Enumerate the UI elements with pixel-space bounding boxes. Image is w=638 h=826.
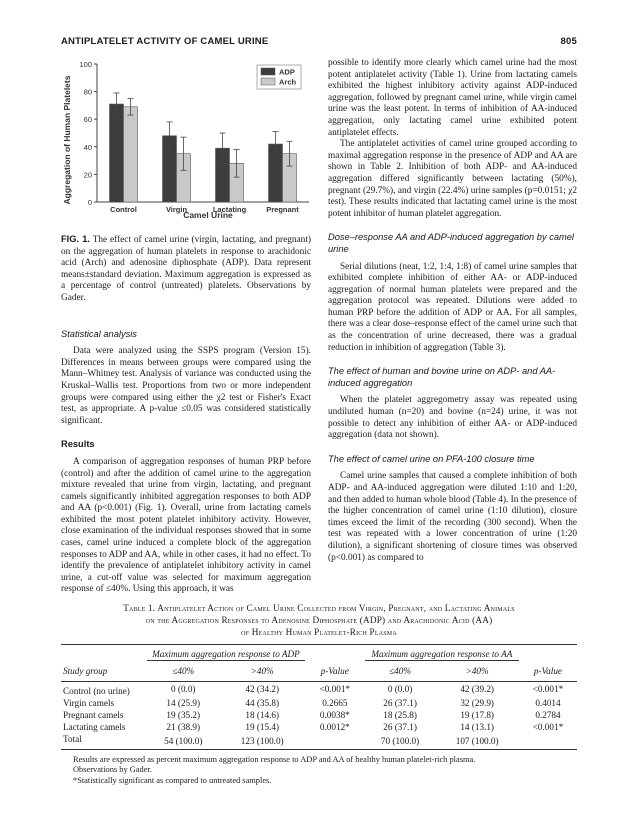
left-column: [61, 58, 311, 596]
col-adp-gt40: >40%: [250, 665, 274, 676]
y-axis-label: Aggregation of Human Platelets: [62, 75, 72, 205]
figure-1: [61, 58, 311, 222]
col-adp-p: p-Value: [320, 665, 349, 676]
table-note-1: Results are expressed as percent maximum aggregation response to ADP and AA of healthy human platelet-rich plasma.: [73, 754, 476, 764]
figure-caption: [61, 234, 311, 305]
x-axis-label: Camel Urine: [183, 210, 233, 220]
legend-swatch-arch: [261, 78, 275, 85]
bar-chart: [61, 58, 311, 222]
dose-response-text: Serial dilutions (neat, 1:2, 1:4, 1:8) of camel urine samples that exhibited complete inhibition of either AA- or ADP-induced aggregation of normal human platelets were prepared and the aggregation protocol was repeated. Dilutions were added to human PRP before the addition of ADP or AA. For all samples, there was a clear dose–response effect of the camel urine such that as the concentration of urine decreased, there was a gradual reduction in inhibition of aggregation (Table 3).: [328, 261, 577, 353]
right-column: [328, 58, 577, 564]
table-note-2: Observations by Gader.: [73, 765, 152, 775]
x-tick-label: Virgin: [165, 205, 188, 214]
y-tick-label: 40: [83, 142, 92, 152]
table-caption-line-2: on the Aggregation Responses to Adenosine Diphosphate (ADP) and Arachidonic Acid (AA): [145, 615, 493, 625]
table-row: Virgin camels 14 (25.9) 44 (35.8) 0.2665 26 (37.1) 32 (29.9) 0.4014: [63, 697, 561, 708]
table-row: Lactating camels 21 (38.9) 19 (15.4) 0.0012* 26 (37.1) 14 (13.1) <0.001*: [63, 721, 564, 732]
dose-response-heading: Dose–response AA and ADP-induced aggregation by camel urine: [328, 232, 574, 254]
human-bovine-text: When the platelet aggregometry assay was repeated using undiluted human (n=20) and bovine (n=24) urine, it was not possible to detect any inhibition of either AA- or ADP-induced aggregation (data not shown).: [328, 395, 577, 441]
chart-bars: [110, 93, 300, 214]
figure-label: FIG. 1.: [61, 234, 90, 244]
x-tick-label: Pregnant: [266, 205, 299, 214]
group-header-aa: Maximum aggregation response to AA: [365, 645, 519, 661]
col-aa-le40: ≤40%: [389, 665, 412, 676]
bar-adp-control: [110, 104, 124, 202]
table-1: [61, 602, 577, 787]
y-tick-label: 0: [87, 198, 92, 207]
legend-label-adp: ADP: [279, 67, 295, 77]
running-header: [61, 36, 577, 50]
running-title: ANTIPLATELET ACTIVITY OF CAMEL URINE: [61, 36, 269, 47]
stat-analysis-heading: Statistical analysis: [61, 328, 137, 339]
results-heading: Results: [61, 439, 95, 450]
chart-legend: [257, 65, 301, 89]
results-table: [61, 644, 577, 750]
table-row: Pregnant camels 19 (35.2) 18 (14.6) 0.0038* 18 (25.8) 19 (17.8) 0.2784: [63, 709, 561, 720]
y-tick-label: 80: [83, 87, 92, 97]
legend-label-arch: Arch: [279, 77, 297, 87]
page-number: 805: [560, 36, 577, 47]
results-text: A comparison of aggregation responses of human PRP before (control) and after the addition of camel urine to the aggregation mixture revealed that urine from virgin, lactating, and pregnant camels significantly inhibited aggregation responses to both ADP and AA (p<0.001) (Fig. 1). Overall, urine from lactating camels exhibited the most potent platelet inhibitory activity. However, close examination of the individual responses showed that in some cases, camel urine induced a complete block of the aggregation responses to ADP and AA, while in other cases, it had no effect. To identify the prevalence of antiplatelet inhibitory activity in camel urine, a cut-off value was selected for maximum aggregation response of ≤40%. Using this approach, it was: [61, 456, 311, 595]
table-note-3: *Statistically significant as compared to untreated samples.: [73, 776, 272, 786]
y-tick-label: 60: [83, 115, 92, 125]
table-notes: [61, 755, 577, 787]
y-tick-label: 20: [83, 170, 92, 180]
x-tick-label: Control: [110, 205, 137, 214]
bar-arch-control: [124, 107, 138, 202]
human-bovine-heading: The effect of human and bovine urine on ADP- and AA-induced aggregation: [328, 366, 556, 388]
col-aa-gt40: >40%: [465, 665, 489, 676]
figure-caption-text: The effect of camel urine (virgin, lactating, and pregnant) on the aggregation of human platelets in response to arachidonic acid (Arch) and adenosine diphosphate (ADP). Data represent means±standard deviation. Maximum aggregation is expressed as a percentage of control (untreated) platelets. Observations by Gader.: [61, 235, 311, 303]
pfa-text: Camel urine samples that caused a complete inhibition of both ADP- and AA-induced aggregation were diluted 1:10 and 1:20, and then added to human whole blood (Table 4). In the presence of the higher concentration of camel urine (1:10 dilution), closure times exceed the limit of the recording (300 second). When the test was repeated with a lower concentration of urine (1:20 dilution), a significant shortening of closure times was observed (p<0.001) as compared to: [328, 471, 577, 563]
table-caption-line-1: Table 1. Antiplatelet Action of Camel Urine Collected from Virgin, Pregnant, and Lactating Animals: [123, 603, 515, 613]
stat-analysis-text: Data were analyzed using the SSPS program (Version 15). Differences in means between groups were compared using the Mann–Whitney test. Analysis of variance was conducted using the Kruskal–Wallis test. Proportions from two or more independent groups were compared using either the χ2 test or Fisher's Exact test, as appropriate. A p-value ≤0.05 was considered statistically significant.: [61, 346, 311, 426]
y-tick-label: 100: [79, 60, 92, 69]
paragraph-continued: possible to identify more clearly which camel urine had the most potent antiplatelet activity (Table 1). Urine from lactating camels exhibited the highest inhibitory activity against ADP-induced aggregation, followed by pregnant camel urine, while virgin camel urine was the least potent. In terms of inhibition of AA-induced aggregation, only lactating camel urine exhibited potent antiplatelet effects.: [328, 58, 577, 138]
x-tick-label: Lactating: [212, 205, 247, 214]
paragraph-table2: The antiplatelet activities of camel urine grouped according to maximal aggregation response in the presence of ADP and AA are shown in Table 2. Inhibition of both ADP- and AA-induced aggregation differed significantly between lactating (50%), pregnant (29.7%), and virgin (22.4%) urine samples (p=0.0151; χ2 test). These results indicated that lactating camel urine is the most potent inhibitor of human platelet aggregation.: [328, 139, 577, 219]
col-study-group: Study group: [63, 665, 108, 676]
table-caption: [61, 602, 577, 638]
table-row: Control (no urine) 0 (0.0) 42 (34.2) <0.001* 0 (0.0) 42 (39.2) <0.001*: [63, 684, 564, 696]
group-header-adp: Maximum aggregation response to ADP: [147, 645, 305, 661]
table-row: Total 54 (100.0) 123 (100.0) 70 (100.0) 107 (100.0): [61, 733, 577, 750]
col-aa-p: p-Value: [533, 665, 562, 676]
col-adp-le40: ≤40%: [172, 665, 195, 676]
legend-swatch-adp: [261, 68, 275, 75]
pfa-heading: The effect of camel urine on PFA-100 closure time: [328, 453, 535, 464]
table-caption-line-3: of Healthy Human Platelet-Rich Plasma: [241, 627, 397, 637]
